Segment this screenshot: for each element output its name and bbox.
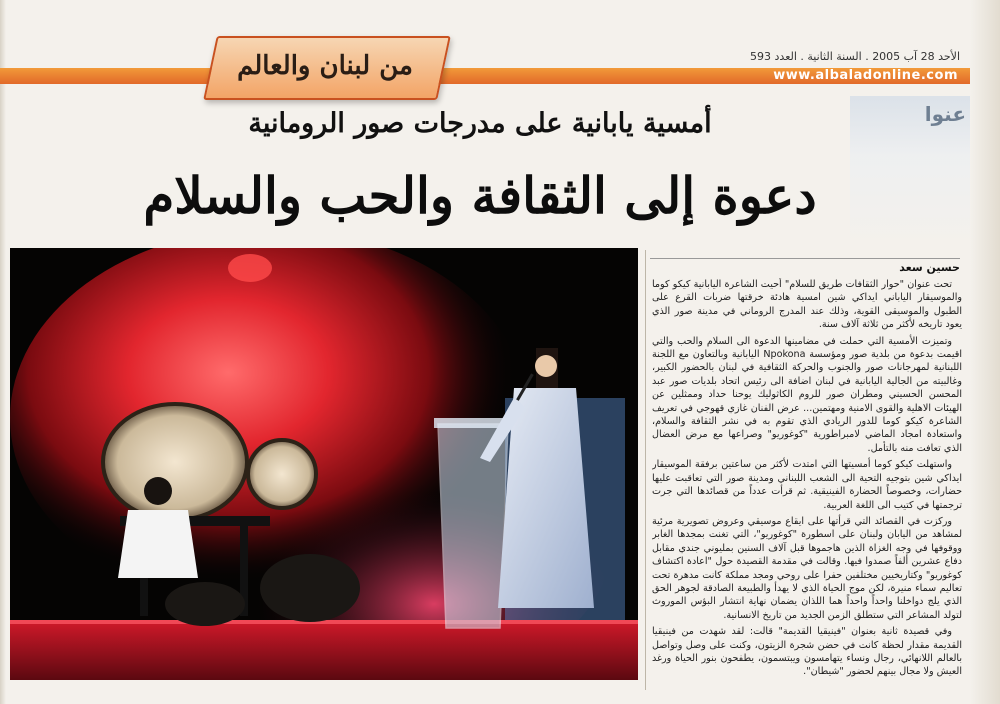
article-photo bbox=[10, 248, 638, 680]
article-kicker: أمسية يابانية على مدرجات صور الرومانية bbox=[248, 108, 712, 139]
side-word: عنوا bbox=[924, 102, 966, 126]
article-paragraph: واستهلت كيكو كوما أمسيتها التي امتدت لأكثر من ساعتين برفقة الموسيقار ايداكي شين بتوجيه التحية الى الشعب اللبناني ومدينة صور التي تعاقبت عليها حضارات، وخصوصاً الحضارة الفينيقية. ثم قرأت عدداً من قصائدها التي جرت ترجمتها في كتيب الى اللغة العربية. bbox=[652, 459, 962, 511]
article-byline: حسين سعد bbox=[650, 258, 960, 274]
concert-photo-illustration bbox=[10, 248, 638, 680]
page-edge bbox=[0, 0, 6, 704]
article-headline: دعوة إلى الثقافة والحب والسلام bbox=[143, 166, 817, 225]
section-title: من لبنان والعالم bbox=[237, 51, 413, 81]
dateline: الأحد 28 آب 2005 . السنة الثانية . العدد 593 bbox=[750, 50, 960, 63]
article-paragraph: تحت عنوان "حوار الثقافات طريق للسلام" أحيت الشاعرة اليابانية كيكو كوما والموسيقار الياباني ايداكي شين امسية هادئة خرقتها ضربات القرع على الطبول والموسيقى القوية، وذلك عند المدرج الروماني في مدينة صور الذي يعود تاريخه لأكثر من ثلاثة آلاف سنة. bbox=[652, 279, 962, 331]
article-body bbox=[652, 278, 962, 698]
column-divider bbox=[645, 250, 646, 690]
website-url[interactable]: www.albaladonline.com bbox=[773, 68, 958, 83]
page-edge-right bbox=[970, 0, 1000, 704]
article-paragraph: وتميزت الأمسية التي حملت في مضامينها الدعوة الى السلام والحب والتي اقيمت بدعوة من بلدية صور ومؤسسة Npokona اليابانية وبالتعاون مع اللجنة اللبنانية لمهرجانات صور والجنوب والحركة الثقافية في لبنان بالحضور الكبير، وغالبيته من الجالية اليابانية في لبنان اضافة الى رئيس اتحاد بلديات صور عبد المحسن الحسيني ومطران صور للروم الكاثوليك يوحنا حداد وممثلين عن الهيئات الاهلية والقوى الامنية ومهتمين... عرض الفنان غازي قهوجي في تعريف الشاعرة كيكو كوما للدور الريادي الذي تقوم به في نشر الثقافة والسلام، واستعادة امجاد الماضي لامبراطورية "كوغوريو" وصراعها مع مرض العضال الذي تعافت منه بالتأمل. bbox=[652, 335, 962, 454]
article-paragraph: وركزت في القصائد التي قرأتها على ايقاع موسيقي وعروض تصويرية مرئية لمشاهد من اليابان ولبنان على اسطورة "كوغوريو"، التي تغنت بمجدها الغابر ووقوفها في وجه الغزاة الذين هاجموها قبل آلاف السنين بمليوني جندي مقابل دفاع عشرين ألفاً صمدوا فيها. وقالت في مقدمة القصيدة حول "اعادة اكتشاف كوغوريو" وكتاريخيين مختلفين حفرا على روحي ومجد مملكة كانت مدهرة تحت تعاليم سماء منيرة، لكن موج الحياة الذي لا يهدأ والطبيعة الصادقة لجوهر الحق الذي يلج دواخلنا واحداً واحداً هما اللذان يضمان نهاية انتشار البؤس الموروث لتولد المشاعر التي ستطلق الزمن الجديد من تاريخ الانسانية. bbox=[652, 515, 962, 621]
article-paragraph: وفي قصيدة ثانية بعنوان "فينيقيا القديمة" قالت: لقد شهدت من فينيقيا القديمة مقدار لحظة كانت في حضن شجرة الزيتون، وكنت على وصل وتواصل بالعالم اللانهائي، رجال ونساء يتهامسون ويبتسمون، يطفحون بنور الحياة ورغد العيش ولا مجال بينهم لحضور "شيطان". bbox=[652, 626, 962, 678]
